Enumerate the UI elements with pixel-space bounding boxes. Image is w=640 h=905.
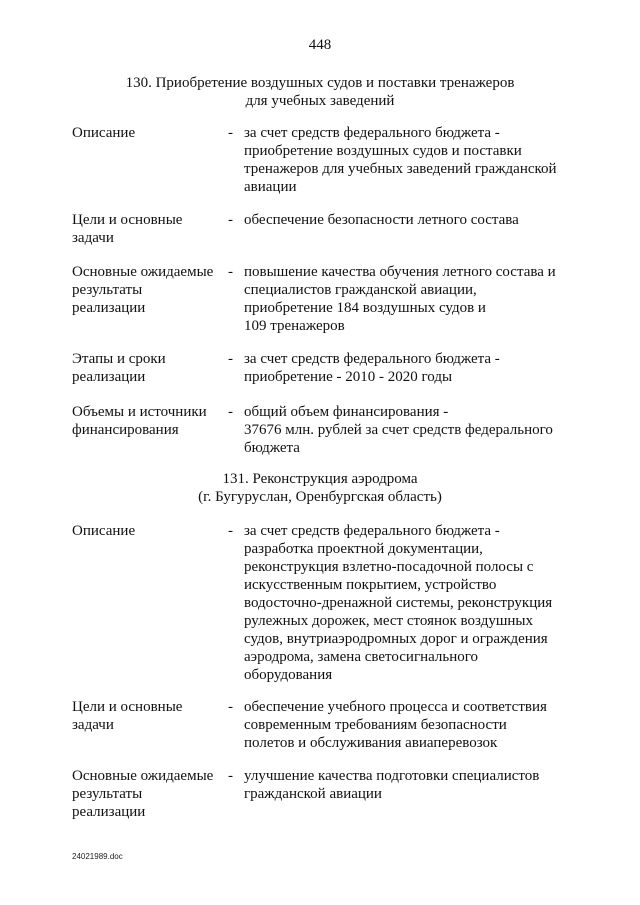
dash-separator: - [228, 404, 233, 420]
field-description-line: судов, внутриаэродромных дорог и ограждения [244, 631, 548, 647]
dash-separator: - [228, 125, 233, 141]
field-label-line: реализации [72, 300, 146, 316]
field-description-line: водосточно-дренажной системы, реконструкция [244, 595, 553, 611]
field-description [244, 767, 574, 803]
field-description-line: приобретение 184 воздушных судов и [244, 300, 486, 316]
dash-separator: - [228, 351, 233, 367]
field-label-line: Этапы и сроки [72, 351, 166, 367]
field-description [244, 522, 574, 684]
field-description-line: приобретение - 2010 - 2020 годы [244, 369, 453, 385]
field-label-line: Объемы и источники [72, 404, 207, 420]
field-label-line: Цели и основные [72, 699, 183, 715]
field-label-line: Основные ожидаемые [72, 768, 214, 784]
heading-line: для учебных заведений [245, 93, 395, 109]
field-label [72, 403, 222, 439]
field-description-line: за счет средств федерального бюджета - [244, 523, 500, 539]
field-description-line: оборудования [244, 667, 333, 683]
field-description-line: 37676 млн. рублей за счет средств федерального [244, 422, 553, 438]
field-label [72, 211, 222, 247]
field-description-line: авиации [244, 179, 297, 195]
field-description [244, 124, 574, 196]
field-description-line: обеспечение учебного процесса и соответствия [244, 699, 547, 715]
field-description-line: гражданской авиации [244, 786, 382, 802]
field-label [72, 124, 222, 142]
field-label-line: финансирования [72, 422, 179, 438]
field-description-line: повышение качества обучения летного состава и [244, 264, 556, 280]
dash-separator: - [228, 264, 233, 280]
field-label-line: результаты [72, 282, 143, 298]
field-description-line: рулежных дорожек, мест стоянок воздушных [244, 613, 533, 629]
field-label [72, 263, 222, 317]
field-description-line: за счет средств федерального бюджета - [244, 351, 500, 367]
heading-line: (г. Бугуруслан, Оренбургская область) [198, 489, 442, 505]
dash-separator: - [228, 212, 233, 228]
field-label-line: Цели и основные [72, 212, 183, 228]
field-description-line: искусственным покрытием, устройство [244, 577, 497, 593]
field-description-line: общий объем финансирования - [244, 404, 449, 420]
field-description-line: бюджета [244, 440, 300, 456]
dash-separator: - [228, 523, 233, 539]
field-label [72, 698, 222, 734]
field-description-line: приобретение воздушных судов и поставки [244, 143, 522, 159]
field-label [72, 522, 222, 540]
field-description-line: полетов и обслуживания авиаперевозок [244, 735, 498, 751]
field-description-line: за счет средств федерального бюджета - [244, 125, 500, 141]
field-description-line: современным требованиям безопасности [244, 717, 507, 733]
section-heading [0, 470, 640, 506]
heading-line: 130. Приобретение воздушных судов и поставки тренажеров [125, 75, 515, 91]
field-description [244, 698, 574, 752]
field-description [244, 211, 574, 229]
field-label-line: реализации [72, 804, 146, 820]
field-label-line: результаты [72, 786, 143, 802]
field-description [244, 263, 574, 335]
field-label [72, 350, 222, 386]
section-heading [0, 74, 640, 110]
document-filename: 24021989.doc [72, 852, 123, 861]
field-label-line: Описание [72, 125, 136, 141]
field-description-line: тренажеров для учебных заведений гражданской [244, 161, 557, 177]
field-description-line: улучшение качества подготовки специалистов [244, 768, 540, 784]
field-description [244, 350, 574, 386]
page-number: 448 [308, 37, 332, 53]
field-description-line: реконструкция взлетно-посадочной полосы с [244, 559, 534, 575]
field-description-line: обеспечение безопасности летного состава [244, 212, 519, 228]
field-description [244, 403, 574, 457]
field-label-line: реализации [72, 369, 146, 385]
heading-line: 131. Реконструкция аэродрома [222, 471, 418, 487]
field-label-line: задачи [72, 230, 114, 246]
dash-separator: - [228, 699, 233, 715]
field-description-line: аэродрома, замена светосигнального [244, 649, 479, 665]
field-label-line: задачи [72, 717, 114, 733]
field-label-line: Основные ожидаемые [72, 264, 214, 280]
field-label-line: Описание [72, 523, 136, 539]
field-description-line: специалистов гражданской авиации, [244, 282, 477, 298]
field-description-line: разработка проектной документации, [244, 541, 483, 557]
field-label [72, 767, 222, 821]
dash-separator: - [228, 768, 233, 784]
field-description-line: 109 тренажеров [244, 318, 345, 334]
